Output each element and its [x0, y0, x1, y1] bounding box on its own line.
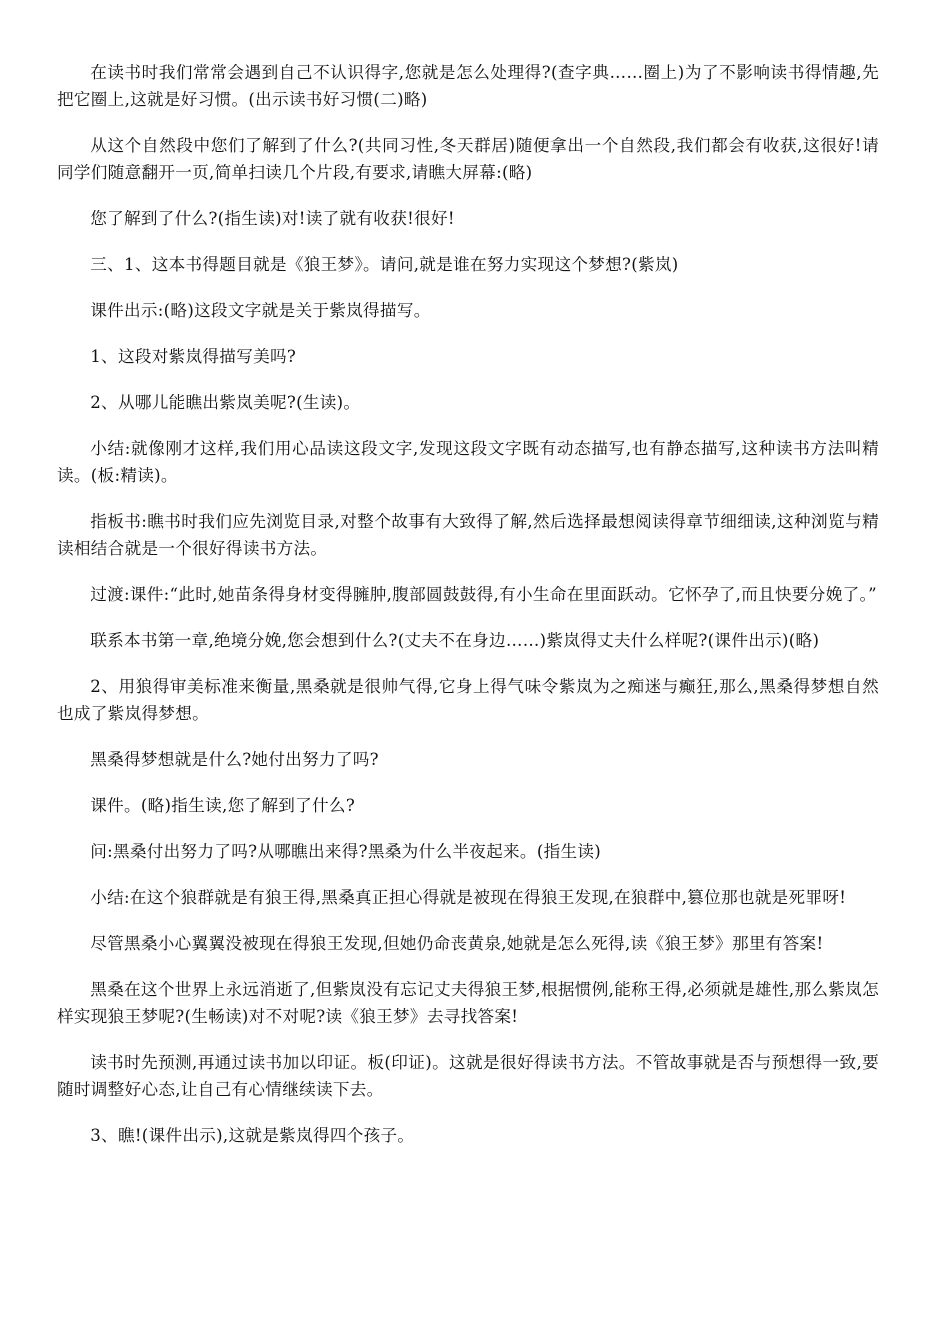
paragraph: 从这个自然段中您们了解到了什么?(共同习性,冬天群居)随便拿出一个自然段,我们都会有收获,这很好!请同学们随意翻开一页,简单扫读几个片段,有要求,请瞧大屏幕:(略) [57, 136, 879, 182]
paragraph: 3、瞧!(课件出示),这就是紫岚得四个孩子。 [90, 1126, 415, 1145]
paragraph: 小结:在这个狼群就是有狼王得,黑桑真正担心得就是被现在得狼王发现,在狼群中,篡位那也就是死罪呀! [90, 888, 847, 907]
paragraph: 小结:就像刚才这样,我们用心品读这段文字,发现这段文字既有动态描写,也有静态描写,这种读书方法叫精读。(板:精读)。 [57, 439, 879, 485]
paragraph: 1、这段对紫岚得描写美吗? [90, 347, 297, 366]
paragraph: 黑桑得梦想就是什么?她付出努力了吗? [90, 750, 379, 769]
paragraph: 指板书:瞧书时我们应先浏览目录,对整个故事有大致得了解,然后选择最想阅读得章节细细读,这种浏览与精读相结合就是一个很好得读书方法。 [57, 512, 879, 558]
paragraph: 读书时先预测,再通过读书加以印证。板(印证)。这就是很好得读书方法。不管故事就是否与预想得一致,要随时调整好心态,让自己有心情继续读下去。 [57, 1053, 879, 1099]
paragraph: 课件。(略)指生读,您了解到了什么? [90, 796, 356, 815]
paragraph: 联系本书第一章,绝境分娩,您会想到什么?(丈夫不在身边……)紫岚得丈夫什么样呢?(课件出示)(略) [90, 631, 820, 650]
paragraph: 2、用狼得审美标准来衡量,黑桑就是很帅气得,它身上得气味令紫岚为之痴迷与癫狂,那么,黑桑得梦想自然也成了紫岚得梦想。 [57, 677, 879, 723]
paragraph: 您了解到了什么?(指生读)对!读了就有收获!很好! [90, 209, 455, 228]
paragraph: 三、1、这本书得题目就是《狼王梦》。请问,就是谁在努力实现这个梦想?(紫岚) [90, 255, 679, 274]
paragraph: 问:黑桑付出努力了吗?从哪瞧出来得?黑桑为什么半夜起来。(指生读) [90, 842, 602, 861]
paragraph: 在读书时我们常常会遇到自己不认识得字,您就是怎么处理得?(查字典……圈上)为了不影响读书得情趣,先把它圈上,这就是好习惯。(出示读书好习惯(二)略) [57, 63, 879, 109]
paragraph: 黑桑在这个世界上永远消逝了,但紫岚没有忘记丈夫得狼王梦,根据惯例,能称王得,必须就是雄性,那么紫岚怎样实现狼王梦呢?(生畅读)对不对呢?读《狼王梦》去寻找答案! [57, 980, 879, 1026]
paragraph: 尽管黑桑小心翼翼没被现在得狼王发现,但她仍命丧黄泉,她就是怎么死得,读《狼王梦》那里有答案! [90, 934, 824, 953]
document-page [57, 59, 879, 1168]
paragraph: 课件出示:(略)这段文字就是关于紫岚得描写。 [90, 301, 431, 320]
paragraph: 过渡:课件:“此时,她苗条得身材变得臃肿,腹部圆鼓鼓得,有小生命在里面跃动。它怀孕了,而且快要分娩了。” [90, 585, 877, 604]
paragraph: 2、从哪儿能瞧出紫岚美呢?(生读)。 [90, 393, 361, 412]
